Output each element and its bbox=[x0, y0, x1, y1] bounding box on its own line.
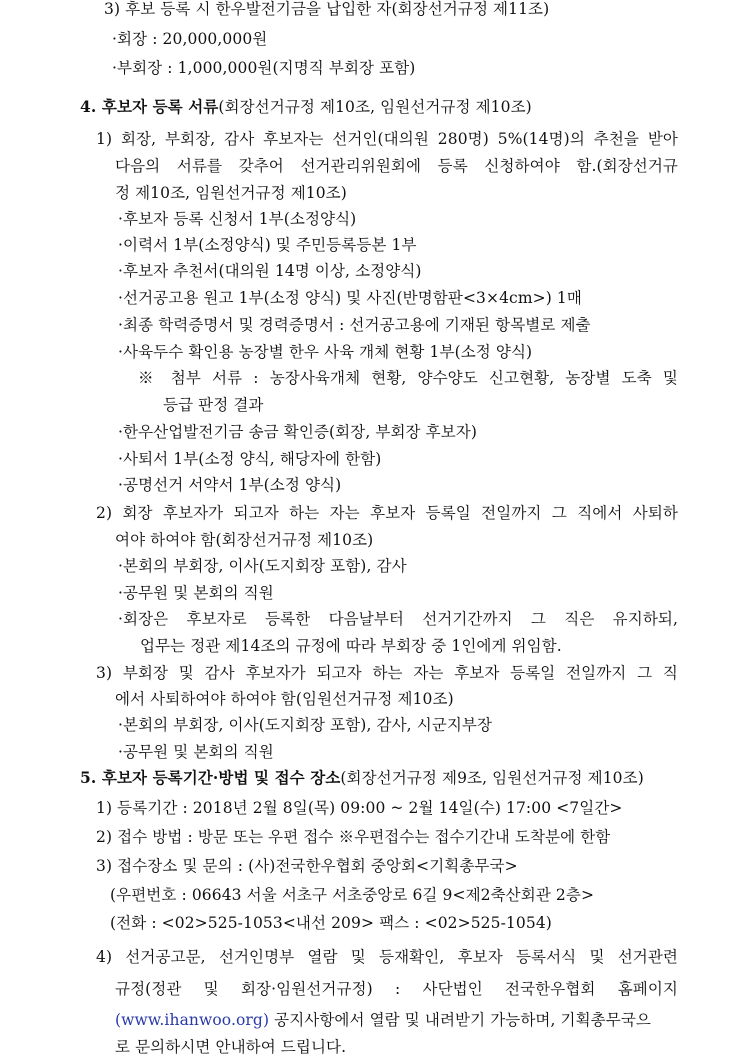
list-item: ·사육두수 확인용 농장별 한우 사육 개체 현황 1부(소정 양식) bbox=[118, 343, 533, 361]
text-line: 1) 등록기간 : 2018년 2월 8일(목) 09:00 ~ 2월 14일(수) 17:00 <7일간> bbox=[96, 799, 623, 817]
text-line: 2) 회장 후보자가 되고자 하는 자는 후보자 등록일 전일까지 그 직에서 사퇴하 bbox=[96, 504, 678, 522]
list-item: ·선거공고용 원고 1부(소정 양식) 및 사진(반명함판<3×4cm>) 1매 bbox=[118, 289, 582, 307]
text-line: 3) 접수장소 및 문의 : (사)전국한우협회 중앙회<기획총무국> bbox=[96, 857, 518, 875]
text-line-rest: 공지사항에서 열람 및 내려받기 가능하며, 기획총무국으 bbox=[269, 1011, 651, 1029]
section-4-heading bbox=[80, 96, 532, 118]
list-item: ·최종 학력증명서 및 경력증명서 : 선거공고용에 기재된 항목별로 제출 bbox=[118, 316, 591, 334]
text-line: ·회장 : 20,000,000원 bbox=[112, 30, 268, 48]
section-5-heading bbox=[80, 767, 644, 789]
list-item: ·이력서 1부(소정양식) 및 주민등록등본 1부 bbox=[118, 236, 417, 254]
list-item: ·본회의 부회장, 이사(도지회장 포함), 감사 bbox=[118, 557, 407, 575]
text-line: (전화 : <02>525-1053<내선 209> 팩스 : <02>525-1054) bbox=[110, 914, 552, 932]
text-line: 2) 접수 방법 : 방문 또는 우편 접수 ※우편접수는 접수기간내 도착분에 한함 bbox=[96, 828, 611, 846]
text-line: 정 제10조, 임원선거규정 제10조) bbox=[115, 184, 347, 202]
note-line: ※ 첨부 서류 : 농장사육개체 현황, 양수양도 신고현황, 농장별 도축 및 bbox=[138, 369, 678, 387]
text-line: 3) 부회장 및 감사 후보자가 되고자 하는 자는 후보자 등록일 전일까지 그 직 bbox=[96, 664, 678, 682]
list-item-continuation: 업무는 정관 제14조의 규정에 따라 부회장 중 1인에게 위임함. bbox=[140, 637, 562, 655]
section-5-title: 5. 후보자 등록기간·방법 및 접수 장소 bbox=[80, 768, 341, 787]
list-item: ·한우산업발전기금 송금 확인증(회장, 부회장 후보자) bbox=[118, 423, 477, 441]
text-line: 3) 후보 등록 시 한우발전기금을 납입한 자(회장선거규정 제11조) bbox=[104, 0, 550, 18]
list-item: ·공무원 및 본회의 직원 bbox=[118, 584, 274, 602]
list-item: ·공무원 및 본회의 직원 bbox=[118, 743, 274, 761]
text-line: 로 문의하시면 안내하여 드립니다. bbox=[115, 1038, 347, 1056]
note-line: 등급 판정 결과 bbox=[163, 396, 264, 414]
text-line: 4) 선거공고문, 선거인명부 열람 및 등재확인, 후보자 등록서식 및 선거관련 bbox=[96, 948, 678, 966]
section-4-title: 4. 후보자 등록 서류 bbox=[80, 97, 219, 116]
text-line: (우편번호 : 06643 서울 서초구 서초중앙로 6길 9<제2축산회관 2층> bbox=[110, 886, 595, 904]
section-5-reference: (회장선거규정 제9조, 임원선거규정 제10조) bbox=[340, 769, 644, 787]
list-item: ·후보자 등록 신청서 1부(소정양식) bbox=[118, 210, 357, 228]
list-item: ·회장은 후보자로 등록한 다음날부터 선거기간까지 그 직은 유지하되, bbox=[118, 610, 678, 628]
text-line: 에서 사퇴하여야 하여야 함(임원선거규정 제10조) bbox=[115, 690, 454, 708]
text-line: 여야 하여야 함(회장선거규정 제10조) bbox=[115, 531, 374, 549]
section-4-reference: (회장선거규정 제10조, 임원선거규정 제10조) bbox=[218, 98, 532, 116]
text-line: 규정(정관 및 회장·임원선거규정) : 사단법인 전국한우협회 홈페이지 bbox=[115, 980, 678, 998]
list-item: ·사퇴서 1부(소정 양식, 해당자에 한함) bbox=[118, 450, 382, 468]
text-line: 1) 회장, 부회장, 감사 후보자는 선거인(대의원 280명) 5%(14명)의 추천을 받아 bbox=[96, 130, 678, 148]
text-line: ·부회장 : 1,000,000원(지명직 부회장 포함) bbox=[112, 59, 416, 77]
list-item: ·후보자 추천서(대의원 14명 이상, 소정양식) bbox=[118, 262, 422, 280]
list-item: ·본회의 부회장, 이사(도지회장 포함), 감사, 시군지부장 bbox=[118, 716, 493, 734]
text-line: 다음의 서류를 갖추어 선거관리위원회에 등록 신청하여야 함.(회장선거규 bbox=[115, 157, 678, 175]
homepage-link[interactable]: (www.ihanwoo.org) bbox=[115, 1011, 270, 1029]
text-line bbox=[115, 1009, 651, 1031]
list-item: ·공명선거 서약서 1부(소정 양식) bbox=[118, 476, 342, 494]
